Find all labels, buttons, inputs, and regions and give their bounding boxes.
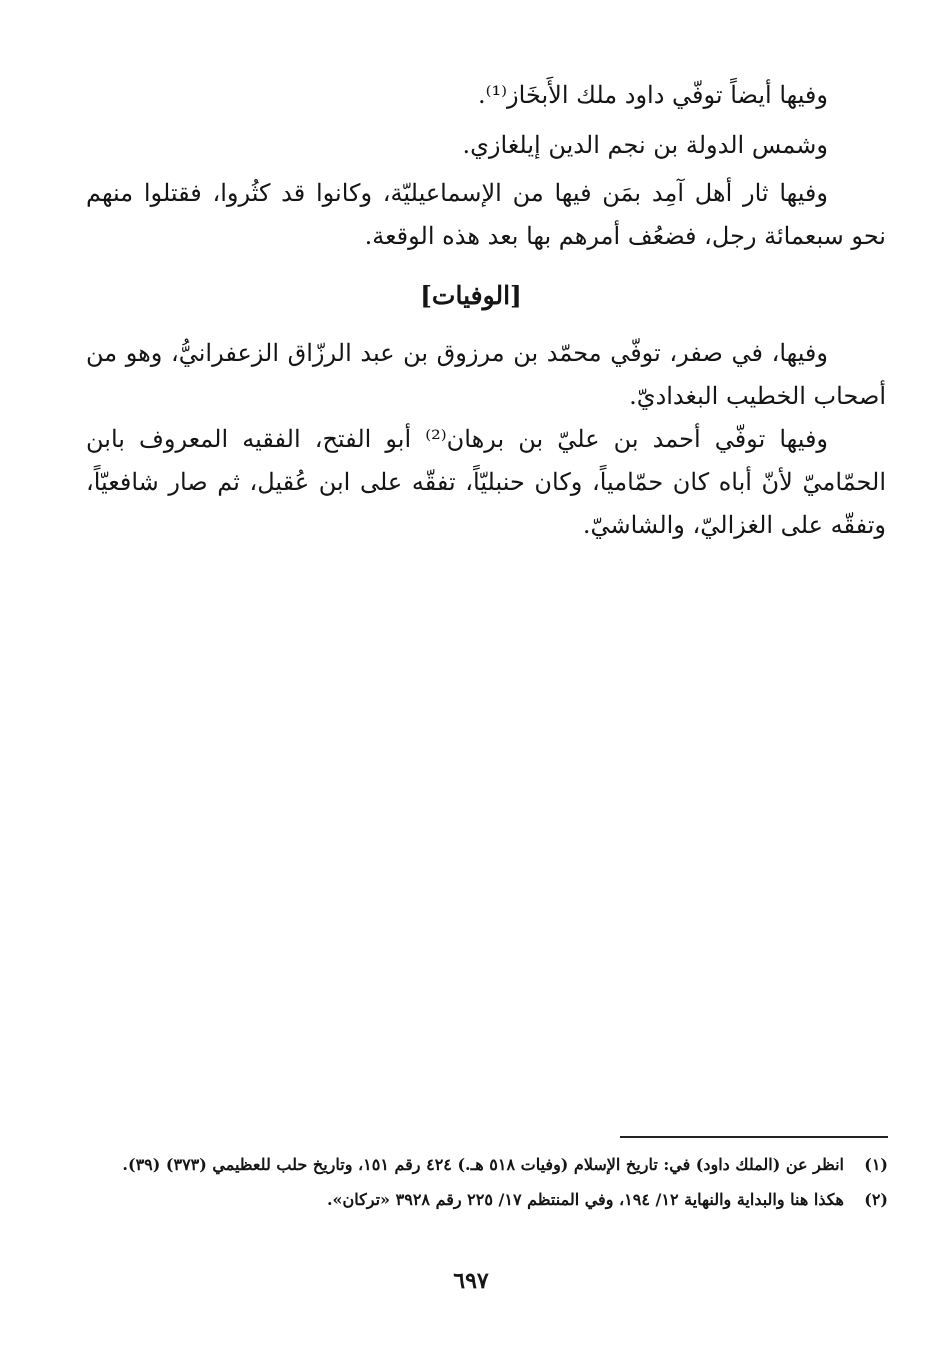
footnote-number: (١) xyxy=(864,1155,888,1174)
footnote xyxy=(70,1150,888,1179)
footnote-number: (٢) xyxy=(864,1190,888,1209)
body-paragraph: وفيها أيضاً توفّي داود ملك الأَبخَاز⁽¹⁾. xyxy=(478,81,828,109)
footnote-text: انظر عن (الملك داود) في: تاريخ الإسلام (وفيات ٥١٨ هـ.) ٤٢٤ رقم ١٥١، وتاريخ حلب للعظيمي (٣٧٣) (٣٩). xyxy=(122,1155,844,1174)
body-paragraph: وفيها توفّي أحمد بن عليّ بن برهان⁽²⁾ أبو الفتح، الفقيه المعروف بابن الحمّاميّ لأنّ أباه كان حمّامياً، وكان حنبليّاً، تفقّه على ابن عُقيل، ثم صار شافعيّاً، وتفقّه على الغزاليّ، والشاشيّ. xyxy=(86,425,886,539)
section-heading: [الوفيات] xyxy=(420,281,522,310)
body-paragraph: وفيها، في صفر، توفّي محمّد بن مرزوق بن عبد الرزّاق الزعفرانيُّ، وهو من أصحاب الخطيب البغداديّ. xyxy=(86,339,886,410)
footnote xyxy=(70,1185,888,1214)
footnotes xyxy=(70,1150,888,1220)
footnote-text: هكذا هنا والبداية والنهاية ١٢/ ١٩٤، وفي المنتظم ١٧/ ٢٢٥ رقم ٣٩٢٨ «تركان». xyxy=(326,1190,844,1209)
body-paragraph: وفيها ثار أهل آمِد بمَن فيها من الإسماعيليّة، وكانوا قد كثُروا، فقتلوا منهم نحو سبعمائة رجل، فضعُف أمرهم بها بعد هذه الوقعة. xyxy=(86,179,886,250)
page-number: ٦٩٧ xyxy=(453,1268,489,1294)
body-paragraph: وشمس الدولة بن نجم الدين إيلغازي. xyxy=(462,131,828,159)
footnote-divider xyxy=(620,1136,888,1138)
